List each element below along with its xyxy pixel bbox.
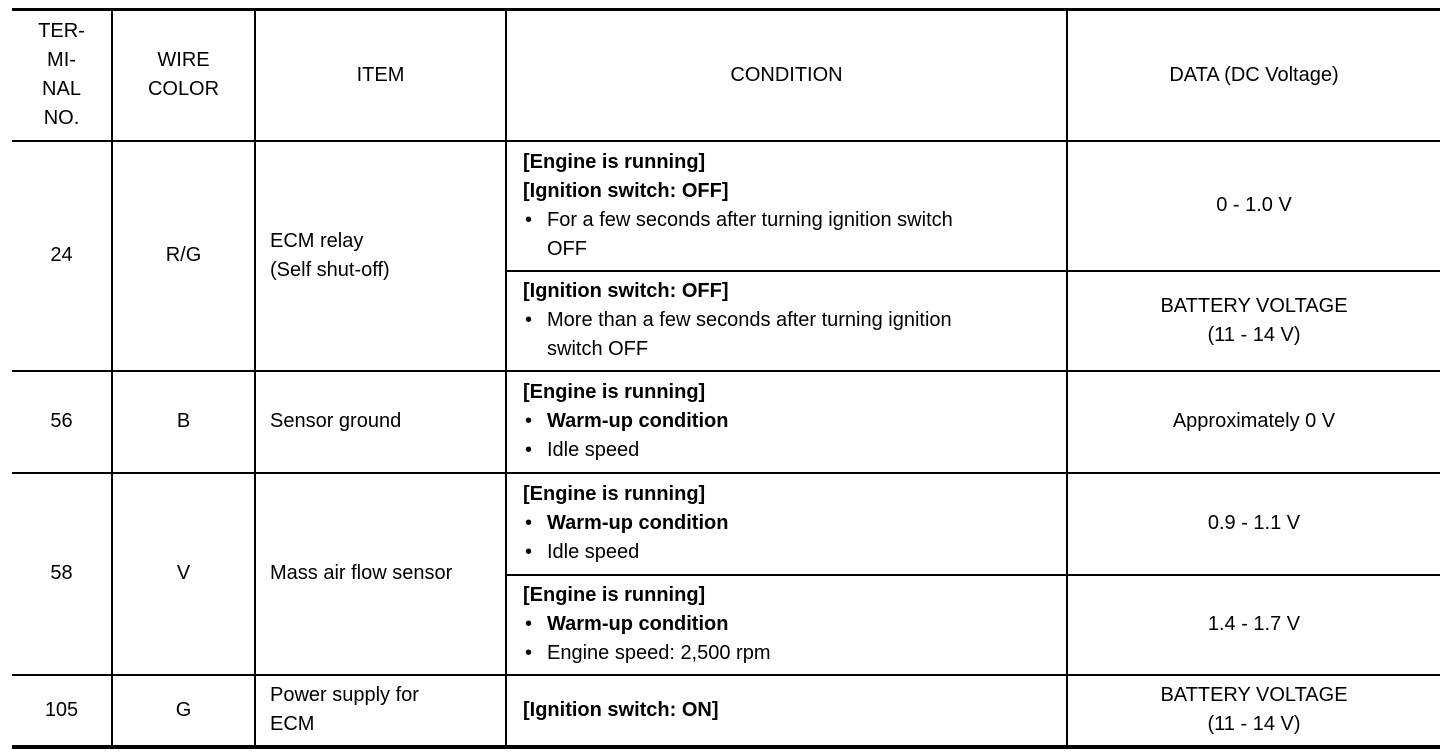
item-text: Mass air flow sensor xyxy=(270,562,453,584)
condition-bullet xyxy=(523,639,1066,668)
data-value: (11 - 14 V) xyxy=(1207,323,1301,346)
table-row xyxy=(12,675,1440,747)
terminal-data-table xyxy=(12,8,1440,749)
data-cell xyxy=(1067,473,1440,575)
bullet-text: For a few seconds after turning ignition switch xyxy=(547,208,953,231)
bullet-icon: • xyxy=(525,309,533,331)
data-cell xyxy=(1067,575,1440,675)
terminal-number: 24 xyxy=(12,141,112,371)
table-row xyxy=(12,473,1440,575)
header-text: MI- xyxy=(47,49,76,72)
condition-cell xyxy=(506,575,1067,675)
data-value: BATTERY VOLTAGE xyxy=(1160,684,1348,706)
data-cell xyxy=(1067,271,1440,371)
item-cell xyxy=(255,675,506,747)
wire-color: V xyxy=(112,473,255,675)
terminal-number: 58 xyxy=(12,473,112,675)
bullet-text: Engine speed: 2,500 rpm xyxy=(547,642,771,664)
condition-bullet xyxy=(523,306,1066,364)
header-wire-color xyxy=(112,10,255,141)
bullet-icon: • xyxy=(525,512,533,534)
bullet-icon: • xyxy=(525,613,533,635)
condition-heading: [Engine is running] xyxy=(523,584,706,606)
condition-bullet xyxy=(523,538,1066,567)
bullet-icon: • xyxy=(525,439,533,461)
data-value: (11 - 14 V) xyxy=(1207,713,1301,735)
data-value: 1.4 - 1.7 V xyxy=(1207,613,1301,635)
bullet-text: Warm-up condition xyxy=(547,512,729,534)
bullet-text: Warm-up condition xyxy=(547,613,729,635)
wire-color: B xyxy=(112,371,255,473)
item-text: (Self shut-off) xyxy=(270,258,390,281)
condition-heading: [Engine is running] xyxy=(523,483,706,505)
header-text: NO. xyxy=(43,107,80,130)
data-cell xyxy=(1067,675,1440,747)
item-text: ECM xyxy=(270,713,315,735)
bullet-icon: • xyxy=(525,541,533,563)
bullet-text: Idle speed xyxy=(547,439,640,461)
data-value: 0.9 - 1.1 V xyxy=(1207,512,1301,534)
bullet-icon: • xyxy=(525,208,533,231)
condition-heading: [Engine is running] xyxy=(523,381,706,403)
wire-color: G xyxy=(112,675,255,747)
bullet-text: Warm-up condition xyxy=(547,410,729,432)
condition-heading: [Ignition switch: ON] xyxy=(523,698,719,721)
table-row xyxy=(12,141,1440,271)
condition-bullet xyxy=(523,436,1066,465)
wire-color: R/G xyxy=(112,141,255,371)
condition-heading: [Engine is running] xyxy=(523,150,706,173)
item-cell xyxy=(255,371,506,473)
condition-cell xyxy=(506,675,1067,747)
condition-cell xyxy=(506,271,1067,371)
terminal-number: 105 xyxy=(12,675,112,747)
data-cell xyxy=(1067,371,1440,473)
header-item: ITEM xyxy=(255,10,506,141)
table-row xyxy=(12,371,1440,473)
header-row xyxy=(12,10,1440,141)
condition-cell xyxy=(506,473,1067,575)
condition-bullet xyxy=(523,610,1066,639)
bullet-icon: • xyxy=(525,410,533,432)
condition-bullet xyxy=(523,407,1066,436)
condition-bullet xyxy=(523,206,1066,264)
bullet-text: Idle speed xyxy=(547,541,640,563)
condition-bullet xyxy=(523,509,1066,538)
header-condition: CONDITION xyxy=(506,10,1067,141)
terminal-number: 56 xyxy=(12,371,112,473)
item-text: Sensor ground xyxy=(270,410,402,432)
condition-heading: [Ignition switch: OFF] xyxy=(523,280,729,302)
bullet-icon: • xyxy=(525,642,533,664)
item-cell xyxy=(255,473,506,675)
data-cell xyxy=(1067,141,1440,271)
data-value: BATTERY VOLTAGE xyxy=(1160,294,1348,317)
header-data: DATA (DC Voltage) xyxy=(1067,10,1440,141)
condition-heading: [Ignition switch: OFF] xyxy=(523,179,729,202)
bullet-text: switch OFF xyxy=(547,338,649,360)
header-text: NAL xyxy=(42,78,81,101)
header-text: WIRE xyxy=(157,49,210,72)
header-terminal xyxy=(12,10,112,141)
data-value: Approximately 0 V xyxy=(1172,410,1336,432)
item-text: ECM relay xyxy=(270,229,364,252)
item-cell xyxy=(255,141,506,371)
data-value: 0 - 1.0 V xyxy=(1216,194,1292,216)
bullet-text: OFF xyxy=(547,237,587,260)
condition-cell xyxy=(506,371,1067,473)
condition-cell xyxy=(506,141,1067,271)
bullet-text: More than a few seconds after turning ignition xyxy=(547,309,952,331)
header-text: COLOR xyxy=(147,78,220,101)
item-text: Power supply for xyxy=(270,684,419,706)
header-text: TER- xyxy=(38,20,85,43)
